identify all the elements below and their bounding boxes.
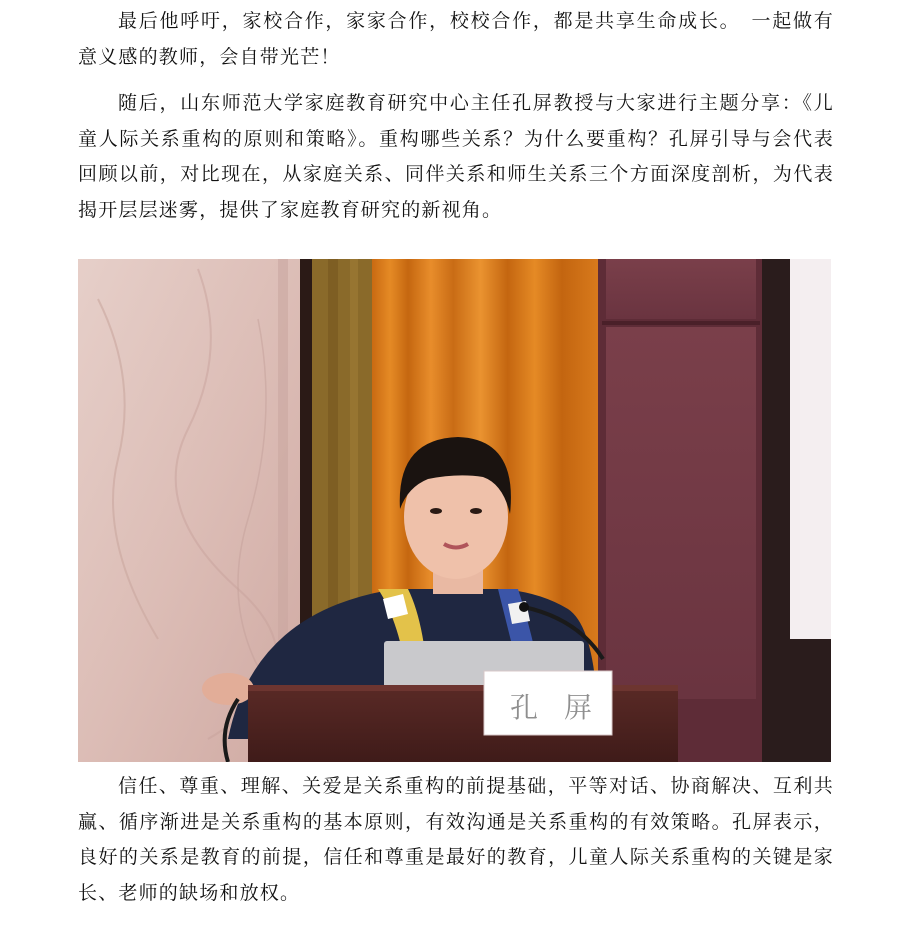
- podium: [248, 685, 678, 762]
- paragraph-keynote-content: 信任、尊重、理解、关爱是关系重构的前提基础，平等对话、协商解决、互利共赢、循序渐进是关系重构的基本原则，有效沟通是关系重构的有效策略。孔屏表示，良好的关系是教育的前提，信任和尊重是最好的教育，儿童人际关系重构的关键是家长、老师的缺场和放权。: [78, 775, 834, 904]
- paragraph-closing-remarks: 最后他呼吁，家校合作，家家合作，校校合作，都是共享生命成长。 一起做有意义感的教师，会自带光芒！: [78, 10, 834, 68]
- name-plate-char-1: 孔: [510, 691, 539, 724]
- name-plate-char-2: 屏: [564, 691, 593, 724]
- paragraph-keynote-intro: 随后，山东师范大学家庭教育研究中心主任孔屏教授与大家进行主题分享：《儿童人际关系重构的原则和策略》。重构哪些关系？为什么要重构？孔屏引导与会代表回顾以前，对比现在，从家庭关系、同伴关系和师生关系三个方面深度剖析，为代表揭开层层迷雾，提供了家庭教育研究的新视角。: [78, 92, 834, 221]
- speaker-photo: [78, 259, 831, 762]
- name-plate: [484, 671, 612, 735]
